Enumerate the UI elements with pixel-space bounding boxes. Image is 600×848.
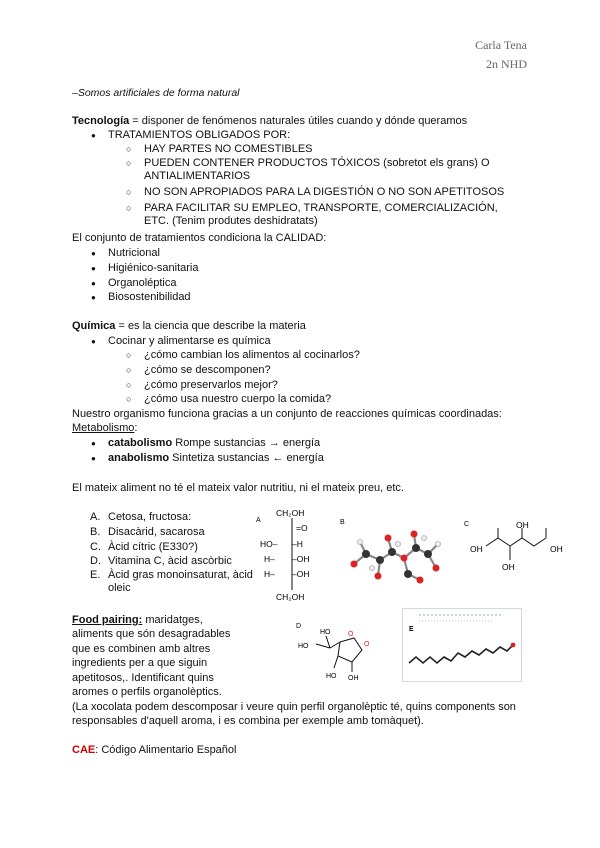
figure-label: C bbox=[464, 521, 470, 528]
course-label: 2n NHD bbox=[486, 57, 527, 71]
list-letter: E. bbox=[90, 569, 101, 581]
oxygen-atom bbox=[433, 565, 440, 572]
list-text: Vitamina C, àcid ascòrbic bbox=[108, 555, 232, 567]
list-item: ○ ¿cómo cambian los alimentos al cocinarlos? bbox=[144, 349, 360, 362]
cae-line bbox=[72, 744, 236, 757]
cae-text: : Código Alimentario Español bbox=[95, 744, 237, 756]
subtitle: –Somos artificiales de forma natural bbox=[72, 87, 240, 99]
formula-text: OH bbox=[516, 520, 529, 530]
list-item: ● Biosostenibilidad bbox=[108, 291, 191, 304]
carbon-atom bbox=[362, 550, 370, 558]
formula-text: HO bbox=[326, 673, 337, 680]
list-text: Disacàrid, sacarosa bbox=[108, 526, 205, 538]
list-item: ○ ¿cómo usa nuestro cuerpo la comida? bbox=[144, 393, 331, 406]
list-item bbox=[90, 569, 258, 595]
carbon-atom bbox=[388, 548, 396, 556]
oxygen-atom bbox=[351, 561, 358, 568]
list-letter: C. bbox=[90, 541, 101, 553]
quimica-text: = es la ciencia que describe la materia bbox=[115, 320, 306, 332]
formula-text: CH₂OH bbox=[276, 592, 305, 602]
metabolismo-heading bbox=[72, 422, 137, 435]
citric-acid-structure bbox=[460, 516, 570, 582]
oxygen-atom bbox=[385, 535, 392, 542]
anabolismo-text: Sintetiza sustancias ← energía bbox=[169, 452, 324, 464]
formula-text: HO bbox=[320, 629, 331, 636]
list-letter: B. bbox=[90, 526, 101, 538]
figure-label: D bbox=[296, 623, 302, 630]
oxygen-atom bbox=[411, 531, 418, 538]
oleic-acid-figure bbox=[402, 608, 522, 682]
oxygen-atom bbox=[375, 573, 382, 580]
tecnologia-text: = disponer de fenómenos naturales útiles cuando y dónde queramos bbox=[129, 115, 468, 127]
list-item: ○ ¿cómo preservarlos mejor? bbox=[144, 379, 278, 392]
formula-text: OH bbox=[502, 562, 515, 572]
carbon-atom bbox=[424, 550, 432, 558]
list-item: ○ ¿cómo se descomponen? bbox=[144, 364, 271, 377]
list-item: ● Organoléptica bbox=[108, 277, 177, 290]
cae-abbr: CAE bbox=[72, 744, 96, 756]
food-pairing-text: maridatges, bbox=[142, 614, 203, 626]
figure-label: B bbox=[340, 519, 345, 526]
oxygen-atom bbox=[417, 577, 424, 584]
formula-text: –H bbox=[292, 539, 303, 549]
metabolismo-intro: Nuestro organismo funciona gracias a un conjunto de reacciones químicas coordinadas: bbox=[72, 408, 502, 420]
hydrogen-atom bbox=[358, 540, 363, 545]
food-pairing-term: Food pairing: bbox=[72, 614, 143, 626]
food-pairing-text: aliments que són desagradables bbox=[72, 628, 231, 640]
list-item: ○ NO SON APROPIADOS PARA LA DIGESTIÓN O NO SON APETITOSOS bbox=[144, 186, 504, 199]
food-pairing-text: aromes o perfils organolèptics. bbox=[72, 686, 222, 698]
list-item bbox=[108, 437, 320, 450]
metabolismo-label: Metabolismo bbox=[72, 422, 135, 434]
metabolismo-colon: : bbox=[134, 422, 138, 434]
list-item: ● TRATAMIENTOS OBLIGADOS POR: bbox=[108, 129, 290, 142]
figure-label: A bbox=[256, 517, 261, 524]
oxygen-label: O bbox=[364, 641, 370, 648]
hydrogen-atom bbox=[370, 566, 375, 571]
food-pairing-line bbox=[72, 614, 203, 627]
fructose-structure bbox=[252, 506, 342, 602]
hydrogen-atom bbox=[422, 536, 427, 541]
list-letter: D. bbox=[90, 555, 101, 567]
food-pairing-text: apetitosos,. Identificant quins bbox=[72, 672, 214, 684]
catabolismo-term: catabolismo bbox=[108, 437, 173, 449]
list-item bbox=[90, 541, 198, 554]
food-pairing-text: que es combinen amb altres bbox=[72, 643, 211, 655]
catabolismo-text: Rompe sustancias → energía bbox=[172, 437, 321, 449]
list-item: ● Higiénico-sanitaria bbox=[108, 262, 199, 275]
list-letter: A. bbox=[90, 511, 101, 523]
anabolismo-term: anabolismo bbox=[108, 452, 170, 464]
list-item bbox=[90, 555, 232, 568]
list-item bbox=[108, 452, 324, 465]
list-item bbox=[90, 526, 205, 539]
carbon-atom bbox=[412, 544, 420, 552]
carbon-atom bbox=[376, 556, 384, 564]
formula-text: OH bbox=[470, 544, 483, 554]
oxygen-atom bbox=[511, 643, 516, 648]
formula-text: H– bbox=[264, 554, 275, 564]
formula-text: H– bbox=[264, 569, 275, 579]
formula-text: =O bbox=[296, 523, 308, 533]
quimica-term: Química bbox=[72, 320, 116, 332]
list-item bbox=[90, 511, 192, 524]
formula-text: CH₂OH bbox=[276, 508, 305, 518]
formula-text: HO– bbox=[260, 539, 278, 549]
sucrose-model bbox=[336, 514, 448, 596]
formula-text: –OH bbox=[292, 569, 310, 579]
tecnologia-term: Tecnología bbox=[72, 115, 130, 127]
list-text: Àcid gras monoinsaturat, àcid oleic bbox=[108, 569, 253, 594]
hydrogen-atom bbox=[436, 542, 441, 547]
oleic-acid-structure bbox=[403, 609, 521, 681]
ascorbic-acid-structure bbox=[292, 618, 384, 684]
formula-text: OH bbox=[348, 675, 359, 682]
formula-text: HO bbox=[298, 643, 309, 650]
tecnologia-definition bbox=[72, 115, 467, 128]
formula-text: –OH bbox=[292, 554, 310, 564]
list-item: ○ PUEDEN CONTENER PRODUCTOS TÓXICOS (sobretot els grans) O ANTIALIMENTARIOS bbox=[144, 157, 524, 183]
list-item: ● Cocinar y alimentarse es química bbox=[108, 335, 271, 348]
formula-text: OH bbox=[550, 544, 563, 554]
oxygen-label: O bbox=[348, 631, 354, 638]
mateix-text: El mateix aliment no té el mateix valor nutritiu, ni el mateix preu, etc. bbox=[72, 482, 404, 494]
list-text: Cetosa, fructosa: bbox=[108, 511, 192, 523]
quimica-definition bbox=[72, 320, 306, 333]
carbon-atom bbox=[404, 570, 412, 578]
calidad-intro: El conjunto de tratamientos condiciona la CALIDAD: bbox=[72, 232, 327, 244]
list-item: ● Nutricional bbox=[108, 247, 160, 260]
figure-label: E bbox=[409, 626, 414, 633]
list-item: ○ PARA FACILITAR SU EMPLEO, TRANSPORTE, COMERCIALIZACIÓN, ETC. (Tenim produtes deshidratats) bbox=[144, 202, 514, 228]
food-pairing-note: (La xocolata podem descomposar i veure quin perfil organolèptic té, quins components son responsables d'aquell aroma, i es combina per exemple amb tomàquet). bbox=[72, 701, 516, 727]
list-item: ○ HAY PARTES NO COMESTIBLES bbox=[144, 143, 313, 156]
hydrogen-atom bbox=[396, 542, 401, 547]
list-text: Àcid cítric (E330?) bbox=[108, 541, 198, 553]
author-name: Carla Tena bbox=[475, 38, 527, 52]
oxygen-atom bbox=[401, 555, 408, 562]
food-pairing-text: ingredients per a que siguin bbox=[72, 657, 208, 669]
